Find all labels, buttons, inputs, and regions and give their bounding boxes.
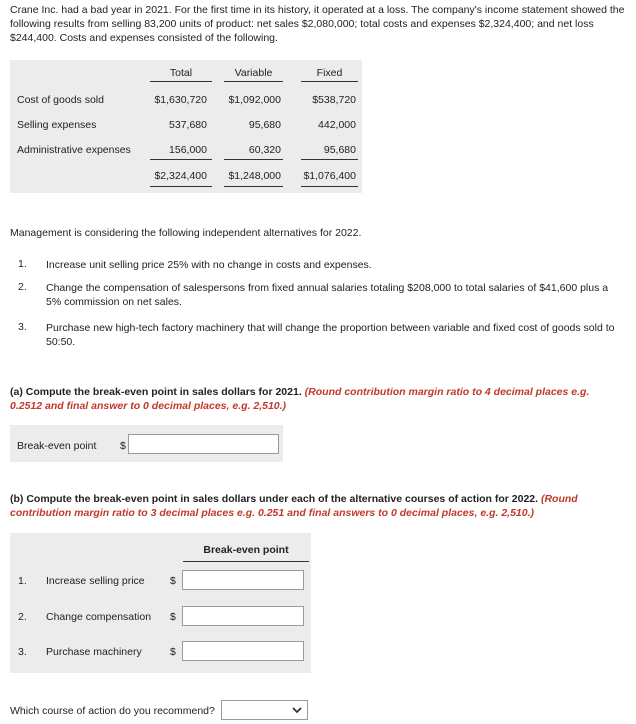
alt-num-3: 3.	[18, 321, 27, 333]
alt-b-currency-1: $	[170, 575, 176, 587]
header-variable: Variable	[224, 67, 283, 79]
part-b-instruction: (Round contribution margin ratio to 3 decimal places e.g. 0.251 and final answers to 0 decimal places, e.g. 2,510.)	[10, 493, 578, 519]
alt-b-num-2: 2.	[18, 611, 27, 623]
intro-paragraph: Crane Inc. had a bad year in 2021. For the first time in its history, it operated at a loss. The company's income statement showed the following results from selling 83,200 units of product: net sales $2,080,000; total costs and expenses $2,324,400; and net loss $244,400. Costs and expenses consisted of the following.	[10, 4, 625, 44]
cell-admin-variable: 60,320	[248, 144, 281, 156]
part-a-instruction: (Round contribution margin ratio to 4 decimal places e.g. 0.2512 and final answer to 0 decimal places, e.g. 2,510.)	[10, 386, 590, 412]
row-label-admin: Administrative expenses	[17, 144, 131, 156]
break-even-input[interactable]	[128, 434, 279, 454]
recommend-select[interactable]	[221, 700, 308, 720]
cell-selling-fixed: 442,000	[318, 119, 356, 131]
subtotal-rule-variable	[224, 159, 283, 160]
alt-b-currency-2: $	[170, 611, 176, 623]
cell-cogs-variable: $1,092,000	[228, 94, 281, 106]
alt-b-label-1: Increase selling price	[46, 575, 145, 587]
alt-num-2: 2.	[18, 281, 27, 293]
management-text: Management is considering the following independent alternatives for 2022.	[10, 227, 362, 239]
total-variable: $1,248,000	[228, 170, 281, 182]
cell-admin-fixed: 95,680	[323, 144, 356, 156]
subtotal-rule-fixed	[301, 159, 358, 160]
header-fixed: Fixed	[301, 67, 358, 79]
part-a-currency: $	[120, 440, 126, 452]
alt-b-label-3: Purchase machinery	[46, 646, 142, 658]
subtotal-rule-total	[150, 159, 212, 160]
purchase-machinery-input[interactable]	[182, 641, 304, 661]
alt-num-1: 1.	[18, 258, 27, 270]
cell-cogs-fixed: $538,720	[312, 94, 356, 106]
change-compensation-input[interactable]	[182, 606, 304, 626]
cell-selling-variable: 95,680	[248, 119, 281, 131]
alt-b-currency-3: $	[170, 646, 176, 658]
chevron-down-icon	[291, 704, 303, 716]
total-total: $2,324,400	[154, 170, 207, 182]
increase-price-input[interactable]	[182, 570, 304, 590]
alt-text-2: Change the compensation of salespersons from fixed annual salaries totaling $208,000 to total salaries of $41,600 plus a 5% commission on net sales.	[46, 282, 609, 308]
alt-text-3: Purchase new high-tech factory machinery that will change the proportion between variable and fixed cost of goods sold to 50:50.	[46, 322, 615, 348]
total-rule-3	[301, 186, 358, 187]
alt-b-num-3: 3.	[18, 646, 27, 658]
header-total: Total	[150, 67, 212, 79]
alt-b-label-2: Change compensation	[46, 611, 152, 623]
part-b-question: (b) Compute the break-even point in sales dollars under each of the alternative courses of action for 2022. (Round contribution margin ratio to 3 decimal places e.g. 0.251 and final answers to 0 decimal places, e.g. 2,510.)	[10, 493, 578, 519]
part-a-question: (a) Compute the break-even point in sales dollars for 2021. (Round contribution margin ratio to 4 decimal places e.g. 0.2512 and final answer to 0 decimal places, e.g. 2,510.)	[10, 386, 590, 412]
row-label-cogs: Cost of goods sold	[17, 94, 104, 106]
cell-cogs-total: $1,630,720	[154, 94, 207, 106]
total-fixed: $1,076,400	[303, 170, 356, 182]
cell-selling-total: 537,680	[169, 119, 207, 131]
alt-text-1: Increase unit selling price 25% with no change in costs and expenses.	[46, 259, 372, 271]
alt-b-num-1: 1.	[18, 575, 27, 587]
break-even-label: Break-even point	[17, 440, 97, 452]
recommend-question: Which course of action do you recommend?	[10, 705, 215, 717]
part-b-column-header: Break-even point	[183, 544, 309, 556]
cell-admin-total: 156,000	[169, 144, 207, 156]
total-rule-2	[224, 186, 283, 187]
row-label-selling: Selling expenses	[17, 119, 97, 131]
total-rule-1	[150, 186, 212, 187]
